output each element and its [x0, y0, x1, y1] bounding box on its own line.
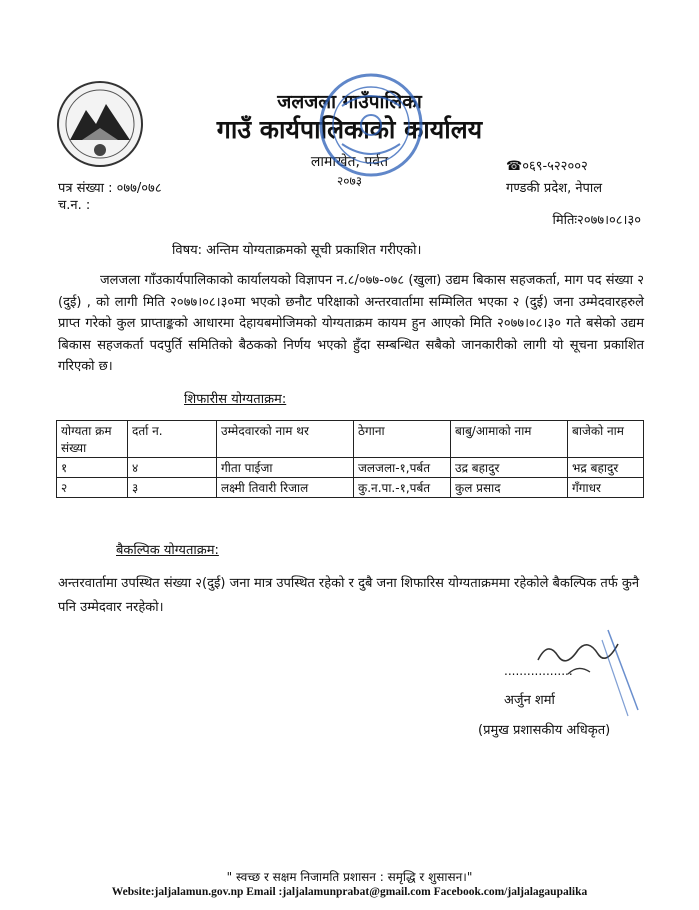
- table-cell: जलजला-१,पर्बत: [354, 458, 451, 478]
- office-address: लामाखेत, पर्वत: [310, 154, 389, 170]
- signature-dots: ..................: [504, 664, 573, 678]
- table-cell: १: [57, 458, 128, 478]
- table-cell: कु.न.पा.-१,पर्बत: [354, 478, 451, 498]
- office-stamp: [312, 66, 430, 184]
- table-header-cell: ठेगाना: [354, 421, 451, 458]
- footer-motto: " स्वच्छ र सक्षम निजामति प्रशासन : समृद्धि र शुसासन।": [226, 870, 473, 884]
- dispatch-number: च.न. :: [58, 198, 91, 213]
- body-paragraph: [58, 270, 644, 378]
- table-row: [57, 458, 644, 478]
- table-header-cell: बाजेको नाम: [568, 421, 644, 458]
- table-header-cell: दर्ता न.: [128, 421, 217, 458]
- body-paragraph-text: जलजला गाँउकार्यपालिकाको कार्यालयको विज्ञापन न.८/०७७-०७८ (खुला) उद्यम बिकास सहजकर्ता, माग पद संख्या २ (दुई) , को लागी मिति २०७७।०८।३०मा भएको छनौट परिक्षाको अन्तरवार्तामा सम्मिलित भएका २ (दुई) जना उम्मेदवारहरुले प्राप्त गरेको कुल प्राप्ताङ्कको आधारमा देहायबमोजिमको योग्यताक्रम कायम हुन आएको मिति २०७७।०८।३० गते बसेको उद्यम बिकास सहजकर्ता पदपुर्ति समितिको बैठकको निर्णय भएको हुँदा सम्बन्धित सबैको जानकारीको लागी यो सूचना प्रकाशित गरिएको छ।: [58, 273, 644, 374]
- alternate-list-title: बैकल्पिक योग्यताक्रम:: [116, 543, 219, 558]
- phone-number: ☎०६९-५२२००२: [506, 159, 588, 174]
- table-cell: २: [57, 478, 128, 498]
- signatory-name: अर्जुन शर्मा: [504, 693, 555, 708]
- subject-line: विषय: अन्तिम योग्यताक्रमको सूची प्रकाशित गरीएको।: [172, 243, 422, 258]
- table-cell: गँगाधर: [568, 478, 644, 498]
- table-header-cell: बाबु/आमाको नाम: [451, 421, 568, 458]
- table-cell: गीता पाईजा: [217, 458, 354, 478]
- signatory-title: (प्रमुख प्रशासकीय अधिकृत): [478, 723, 611, 738]
- table-cell: लक्ष्मी तिवारी रिजाल: [217, 478, 354, 498]
- province-name: गण्डकी प्रदेश, नेपाल: [506, 181, 603, 196]
- footer-contact: Website:jaljalamun.gov.np Email :jaljalamunprabat@gmail.com Facebook.com/jaljalagaupalika: [111, 886, 588, 898]
- table-cell: कुल प्रसाद: [451, 478, 568, 498]
- municipality-name: जलजला गाउँपालिका: [277, 91, 422, 113]
- merit-list-table: [56, 420, 644, 498]
- letter-date: मितिः२०७७।०८।३०: [552, 213, 641, 228]
- recommended-list-title: शिफारीस योग्यताक्रम:: [184, 392, 287, 407]
- table-cell: उद्र बहादुर: [451, 458, 568, 478]
- established-year: २०७३: [337, 174, 362, 188]
- table-header-cell: योग्यता क्रम संख्या: [57, 421, 128, 458]
- table-cell: भद्र बहादुर: [568, 458, 644, 478]
- table-row: [57, 478, 644, 498]
- table-header-row: [57, 421, 644, 458]
- table-cell: ४: [128, 458, 217, 478]
- alternate-list-paragraph: अन्तरवार्तामा उपस्थित संख्या २(दुई) जना मात्र उपस्थित रहेको र दुबै जना शिफारिस योग्यताक्रममा रहेकोले बैकल्पिक तर्फ कुनै पनि उम्मेदवार नरहेको।: [58, 576, 640, 615]
- letter-number: पत्र संख्या : ०७७/०७८: [58, 181, 162, 196]
- table-header-cell: उम्मेदवारको नाम थर: [217, 421, 354, 458]
- table-cell: ३: [128, 478, 217, 498]
- office-name: गाउँ कार्यपालिकाको कार्यालय: [216, 115, 483, 144]
